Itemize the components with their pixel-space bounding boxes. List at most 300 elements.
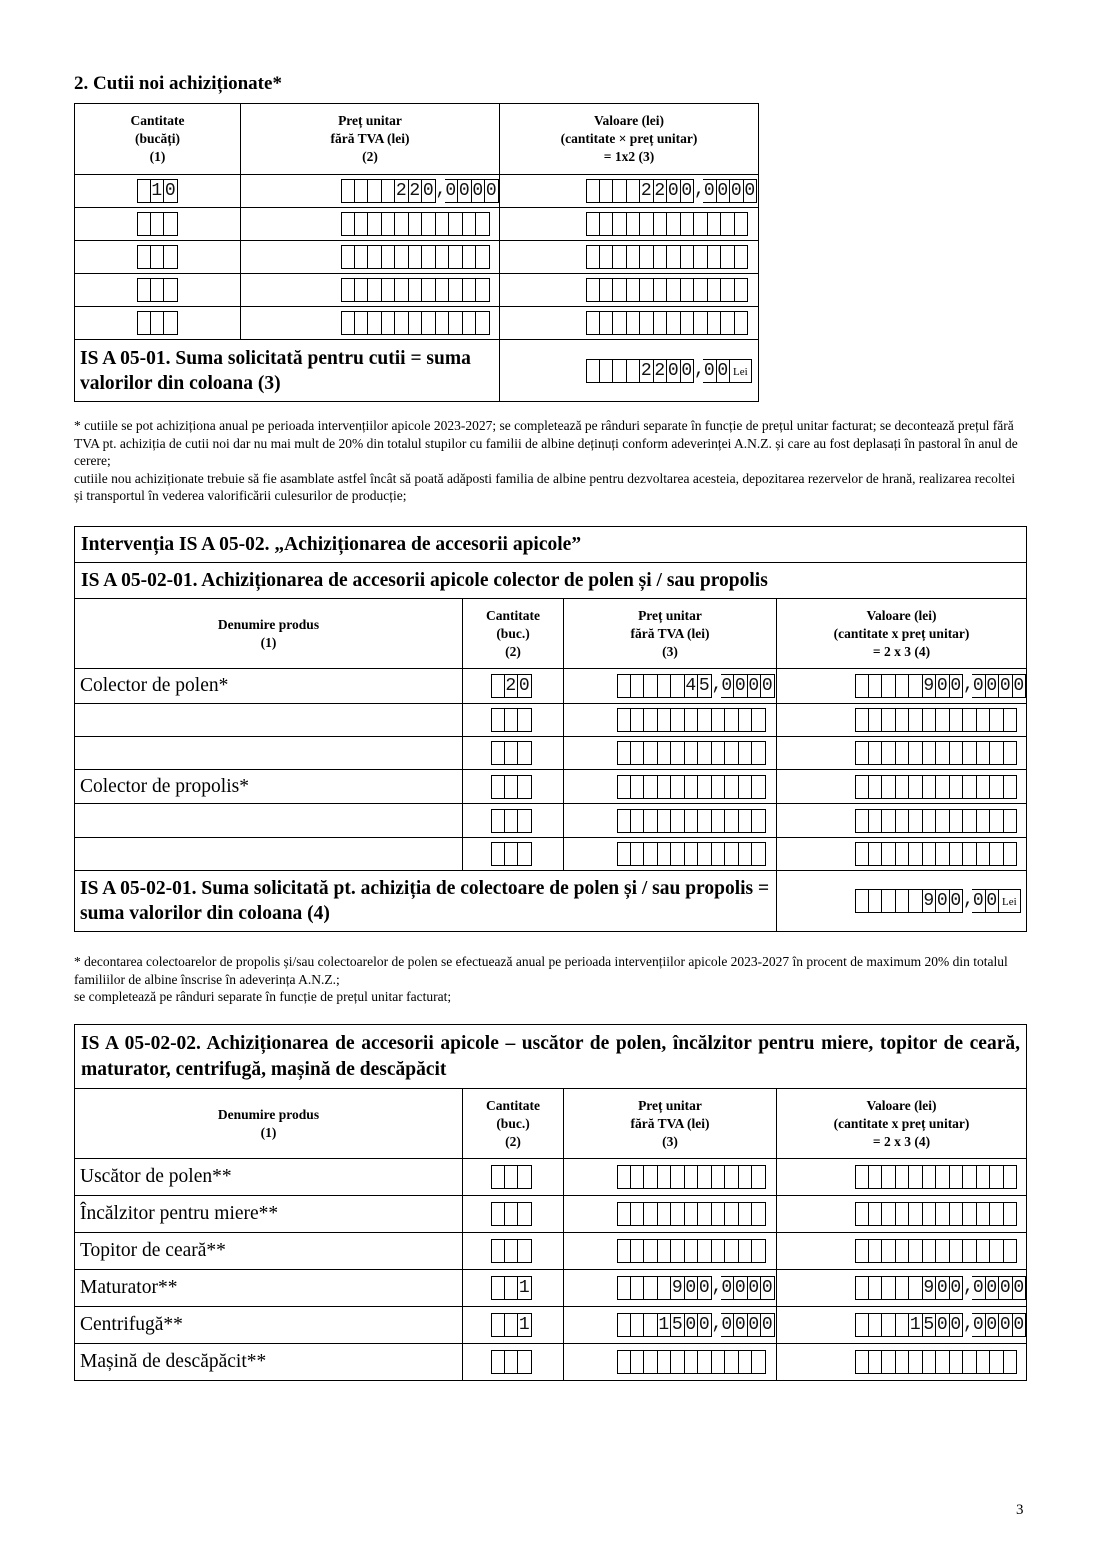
currency-label: Lei [999, 889, 1021, 913]
value-field[interactable] [855, 708, 1017, 732]
digit-box [977, 809, 991, 833]
digit-box [977, 708, 991, 732]
digit-box [752, 842, 766, 866]
digit-box [869, 842, 883, 866]
digit-box [631, 1165, 645, 1189]
digit-box [685, 708, 699, 732]
digit-box [708, 278, 722, 302]
digit-box [909, 842, 923, 866]
digit-box [896, 1202, 910, 1226]
digit-box: 1 [518, 1278, 530, 1298]
value-field[interactable] [855, 775, 1017, 799]
digit-box: 0 [761, 1278, 773, 1298]
digit-box [476, 311, 490, 335]
digit-box [882, 1165, 896, 1189]
digit-box [368, 278, 382, 302]
digit-box [654, 278, 668, 302]
digit-box [518, 775, 532, 799]
digit-box [909, 1165, 923, 1189]
digit-box [627, 359, 641, 383]
sum-label-cutii: IS A 05-01. Suma solicitată pentru cutii = suma valorilor din coloana (3) [75, 340, 500, 402]
digit-box [735, 245, 749, 269]
digit-box [694, 278, 708, 302]
digit-box [137, 212, 151, 236]
digit-box [518, 708, 532, 732]
digit-box [923, 1165, 937, 1189]
digit-box [725, 842, 739, 866]
digit-box [505, 1239, 519, 1263]
digit-box [990, 842, 1004, 866]
digit-box [505, 809, 519, 833]
digit-box [896, 1276, 910, 1300]
digit-box: 0 [950, 891, 962, 911]
digit-box [1004, 1165, 1018, 1189]
digit-box [341, 278, 355, 302]
digit-box [667, 212, 681, 236]
digit-box [685, 1202, 699, 1226]
digit-box: 4 [685, 676, 697, 696]
digit-box [658, 741, 672, 765]
digit-box [855, 1276, 869, 1300]
header-denumire: Denumire produs (1) [75, 1089, 463, 1159]
digit-box [631, 1276, 645, 1300]
digit-box [909, 1350, 923, 1374]
digit-box: 0 [999, 1315, 1011, 1335]
digit-box: 0 [950, 1315, 962, 1335]
digit-box: 0 [950, 1278, 962, 1298]
digit-box: 0 [999, 676, 1011, 696]
header-valoare: Valoare (lei) (cantitate x preț unitar) = 2 x 3 (4) [777, 599, 1027, 669]
digit-box: 0 [734, 1315, 746, 1335]
decimal-comma: , [963, 1314, 974, 1334]
quantity-field[interactable] [137, 245, 178, 269]
digit-box [644, 1165, 658, 1189]
digit-box [627, 212, 641, 236]
digit-box [422, 311, 436, 335]
digit-box: 2 [640, 181, 652, 201]
digit-box: 0 [721, 1315, 733, 1335]
digit-box [463, 212, 477, 236]
digit-box [923, 842, 937, 866]
value-field[interactable] [586, 245, 748, 269]
digit-box: 1 [658, 1315, 670, 1335]
digit-box [658, 1202, 672, 1226]
digit-box [151, 212, 165, 236]
value-field[interactable] [586, 278, 748, 302]
unit-price-field[interactable] [341, 278, 490, 302]
digit-box [855, 1350, 869, 1374]
quantity-field[interactable] [491, 674, 532, 698]
unit-price-field[interactable] [341, 179, 499, 203]
digit-box [654, 245, 668, 269]
product-name [75, 804, 463, 838]
digit-box [476, 245, 490, 269]
header-pret-unitar: Preț unitar fără TVA (lei) (3) [564, 1089, 777, 1159]
unit-price-field[interactable] [617, 842, 766, 866]
table-row [75, 1159, 1027, 1196]
digit-box [990, 775, 1004, 799]
digit-box [667, 311, 681, 335]
product-name: Centrifugă** [75, 1307, 463, 1344]
digit-box [869, 1313, 883, 1337]
unit-price-field[interactable] [617, 1313, 775, 1337]
digit-box [869, 1350, 883, 1374]
unit-price-field[interactable] [617, 1202, 766, 1226]
quantity-field[interactable] [137, 278, 178, 302]
digit-box [869, 674, 883, 698]
digit-box: 0 [936, 676, 948, 696]
digit-box [882, 889, 896, 913]
digit-box [518, 1165, 532, 1189]
product-name: Mașină de descăpăcit** [75, 1344, 463, 1381]
digit-box [855, 1239, 869, 1263]
quantity-field[interactable] [491, 1239, 532, 1263]
digit-box [518, 842, 532, 866]
digit-box [712, 809, 726, 833]
digit-box [712, 741, 726, 765]
digit-box [505, 708, 519, 732]
digit-box: 0 [164, 181, 176, 201]
value-field[interactable] [586, 212, 748, 236]
digit-box [586, 212, 600, 236]
digit-box [739, 775, 753, 799]
digit-box [617, 1350, 631, 1374]
digit-box [617, 1313, 631, 1337]
digit-box [627, 311, 641, 335]
product-name: Topitor de ceară** [75, 1233, 463, 1270]
unit-price-field[interactable] [617, 1165, 766, 1189]
digit-box [725, 1239, 739, 1263]
product-name: Colector de polen* [75, 669, 463, 704]
digit-box [990, 1350, 1004, 1374]
digit-box [613, 212, 627, 236]
digit-box [739, 741, 753, 765]
digit-box [627, 179, 641, 203]
digit-box [936, 708, 950, 732]
digit-box [869, 775, 883, 799]
digit-box [681, 245, 695, 269]
unit-price-field[interactable] [341, 212, 490, 236]
digit-box: 2 [409, 181, 421, 201]
digit-box [896, 889, 910, 913]
digit-box [631, 1350, 645, 1374]
value-field[interactable] [855, 741, 1017, 765]
product-name: Colector de propolis* [75, 770, 463, 804]
digit-box [708, 245, 722, 269]
value-field[interactable] [855, 809, 1017, 833]
digit-box [698, 775, 712, 799]
header-cantitate: Cantitate (bucăți) (1) [75, 104, 241, 175]
table-row [75, 175, 759, 208]
quantity-field[interactable] [491, 1276, 532, 1300]
value-field[interactable] [586, 179, 757, 203]
value-field[interactable] [855, 842, 1017, 866]
digit-box [491, 708, 505, 732]
digit-box [505, 1202, 519, 1226]
digit-box [644, 1276, 658, 1300]
unit-price-field[interactable] [617, 809, 766, 833]
digit-box [882, 1239, 896, 1263]
header-cantitate: Cantitate (buc.) (2) [463, 599, 564, 669]
digit-box [409, 245, 423, 269]
unit-price-field[interactable] [617, 674, 775, 698]
digit-box: 0 [744, 181, 756, 201]
digit-box [1004, 1202, 1018, 1226]
digit-box: 0 [730, 181, 742, 201]
table-row [75, 1196, 1027, 1233]
digit-box [725, 708, 739, 732]
value-field[interactable] [855, 1276, 1026, 1300]
digit-box [869, 741, 883, 765]
value-field[interactable] [855, 1313, 1026, 1337]
table-row [75, 669, 1027, 704]
digit-box [368, 311, 382, 335]
digit-box [896, 842, 910, 866]
digit-box: 0 [748, 1315, 760, 1335]
digit-box [395, 245, 409, 269]
digit-box [463, 278, 477, 302]
digit-box [505, 1276, 519, 1300]
digit-box [382, 245, 396, 269]
digit-box [617, 1239, 631, 1263]
quantity-field[interactable] [491, 1350, 532, 1374]
digit-box [600, 359, 614, 383]
digit-box [518, 1202, 532, 1226]
digit-box [613, 359, 627, 383]
unit-price-field[interactable] [617, 775, 766, 799]
digit-box [694, 311, 708, 335]
cutii-table [74, 103, 759, 402]
digit-box: 0 [972, 1278, 984, 1298]
digit-box [977, 775, 991, 799]
digit-box [963, 809, 977, 833]
digit-box [855, 741, 869, 765]
unit-price-field[interactable] [617, 708, 766, 732]
digit-box [644, 842, 658, 866]
digit-box: 0 [518, 676, 530, 696]
digit-box [721, 311, 735, 335]
sum-value-field[interactable] [586, 359, 752, 383]
digit-box: 0 [936, 1315, 948, 1335]
digit-box [505, 842, 519, 866]
digit-box [382, 278, 396, 302]
digit-box: 0 [685, 1315, 697, 1335]
digit-box [725, 1350, 739, 1374]
unit-price-field[interactable] [617, 1350, 766, 1374]
digit-box: 0 [681, 181, 693, 201]
digit-box [725, 1202, 739, 1226]
digit-box [671, 842, 685, 866]
digit-box [586, 359, 600, 383]
digit-box [855, 1165, 869, 1189]
digit-box [698, 842, 712, 866]
digit-box [950, 1239, 964, 1263]
digit-box: 9 [923, 1278, 935, 1298]
quantity-field[interactable] [137, 179, 178, 203]
digit-box [627, 278, 641, 302]
digit-box [1004, 842, 1018, 866]
digit-box [617, 842, 631, 866]
digit-box [698, 1165, 712, 1189]
digit-box [368, 245, 382, 269]
digit-box [631, 842, 645, 866]
quantity-field[interactable] [491, 1165, 532, 1189]
digit-box [681, 278, 695, 302]
digit-box [882, 708, 896, 732]
digit-box [644, 809, 658, 833]
digit-box [671, 708, 685, 732]
digit-box [658, 1239, 672, 1263]
digit-box [667, 278, 681, 302]
digit-box [855, 842, 869, 866]
digit-box [654, 212, 668, 236]
digit-box [491, 1350, 505, 1374]
digit-box [422, 278, 436, 302]
digit-box [671, 741, 685, 765]
unit-price-field[interactable] [617, 1239, 766, 1263]
digit-box [694, 212, 708, 236]
digit-box [644, 1350, 658, 1374]
digit-box [909, 1202, 923, 1226]
value-field[interactable] [855, 1165, 1017, 1189]
digit-box [896, 1165, 910, 1189]
digit-box [1004, 1239, 1018, 1263]
digit-box [355, 245, 369, 269]
digit-box [436, 278, 450, 302]
header-cantitate: Cantitate (buc.) (2) [463, 1089, 564, 1159]
quantity-field[interactable] [137, 212, 178, 236]
digit-box [896, 809, 910, 833]
digit-box [909, 889, 923, 913]
digit-box [341, 245, 355, 269]
decimal-comma: , [435, 180, 447, 200]
digit-box [658, 708, 672, 732]
value-field[interactable] [586, 311, 748, 335]
quantity-field[interactable] [491, 741, 532, 765]
digit-box [382, 212, 396, 236]
accesorii-table [74, 1024, 1027, 1381]
quantity-field[interactable] [491, 708, 532, 732]
digit-box [869, 1239, 883, 1263]
decimal-comma: , [711, 1277, 723, 1297]
digit-box: 2 [640, 360, 652, 381]
digit-box [422, 212, 436, 236]
digit-box: 0 [1013, 1315, 1025, 1335]
digit-box [739, 1202, 753, 1226]
digit-box [882, 741, 896, 765]
decimal-comma: , [711, 1314, 723, 1334]
digit-box [936, 741, 950, 765]
digit-box [491, 674, 505, 698]
digit-box [882, 1313, 896, 1337]
footnote-colector: * decontarea colectoarelor de propolis și/sau colectoarelor de polen se efectuează anual pe perioada intervențiilor apicole 2023-2027 în procent de maximum 20% din totalul familiilor de albine înscrise în adeverința A.N.Z.; se completează pe rânduri separate în funcție de prețul unitar facturat; [74, 954, 1008, 1004]
digit-box [896, 1350, 910, 1374]
digit-box [752, 708, 766, 732]
unit-price-field[interactable] [617, 1276, 775, 1300]
digit-box [518, 1239, 532, 1263]
digit-box [586, 311, 600, 335]
digit-box [950, 775, 964, 799]
digit-box [518, 809, 532, 833]
digit-box [671, 1165, 685, 1189]
decimal-comma: , [963, 675, 974, 695]
digit-box [923, 1202, 937, 1226]
digit-box [685, 741, 699, 765]
quantity-field[interactable] [491, 842, 532, 866]
digit-box [712, 1350, 726, 1374]
digit-box [896, 775, 910, 799]
sum-value-field[interactable] [855, 889, 1021, 913]
digit-box [869, 809, 883, 833]
digit-box [990, 809, 1004, 833]
digit-box: 0 [721, 1278, 733, 1298]
table-row [75, 1344, 1027, 1381]
digit-box [963, 708, 977, 732]
digit-box [698, 809, 712, 833]
digit-box [368, 179, 382, 203]
unit-price-field[interactable] [617, 741, 766, 765]
value-field[interactable] [855, 674, 1026, 698]
digit-box [449, 245, 463, 269]
digit-box [491, 809, 505, 833]
unit-price-field[interactable] [341, 245, 490, 269]
digit-box [735, 278, 749, 302]
digit-box [923, 1239, 937, 1263]
digit-box: 1 [518, 1315, 530, 1335]
quantity-field[interactable] [491, 809, 532, 833]
quantity-field[interactable] [491, 775, 532, 799]
digit-box: 0 [667, 360, 679, 381]
digit-box: 2 [395, 181, 407, 201]
digit-box: 0 [698, 1315, 710, 1335]
digit-box [355, 278, 369, 302]
quantity-field[interactable] [137, 311, 178, 335]
digit-box [644, 1239, 658, 1263]
quantity-field[interactable] [491, 1202, 532, 1226]
value-field[interactable] [855, 1350, 1017, 1374]
value-field[interactable] [855, 1202, 1017, 1226]
digit-box [631, 775, 645, 799]
digit-box [712, 842, 726, 866]
quantity-field[interactable] [491, 1313, 532, 1337]
digit-box: 0 [761, 1315, 773, 1335]
digit-box [882, 1276, 896, 1300]
digit-box: 0 [986, 1278, 998, 1298]
digit-box [909, 775, 923, 799]
digit-box [164, 212, 178, 236]
digit-box: 0 [999, 1278, 1011, 1298]
digit-box [882, 1350, 896, 1374]
digit-box [631, 1313, 645, 1337]
digit-box [698, 1350, 712, 1374]
digit-box [896, 708, 910, 732]
digit-box [725, 809, 739, 833]
digit-box: 0 [458, 181, 470, 201]
digit-box: 2 [505, 676, 517, 696]
unit-price-field[interactable] [341, 311, 490, 335]
value-field[interactable] [855, 1239, 1017, 1263]
digit-box [151, 311, 165, 335]
digit-box [752, 809, 766, 833]
digit-box: 0 [717, 360, 729, 381]
digit-box [712, 1165, 726, 1189]
digit-box [463, 245, 477, 269]
digit-box [855, 708, 869, 732]
digit-box [491, 1276, 505, 1300]
digit-box: 0 [472, 181, 484, 201]
digit-box [658, 809, 672, 833]
digit-box [491, 1165, 505, 1189]
